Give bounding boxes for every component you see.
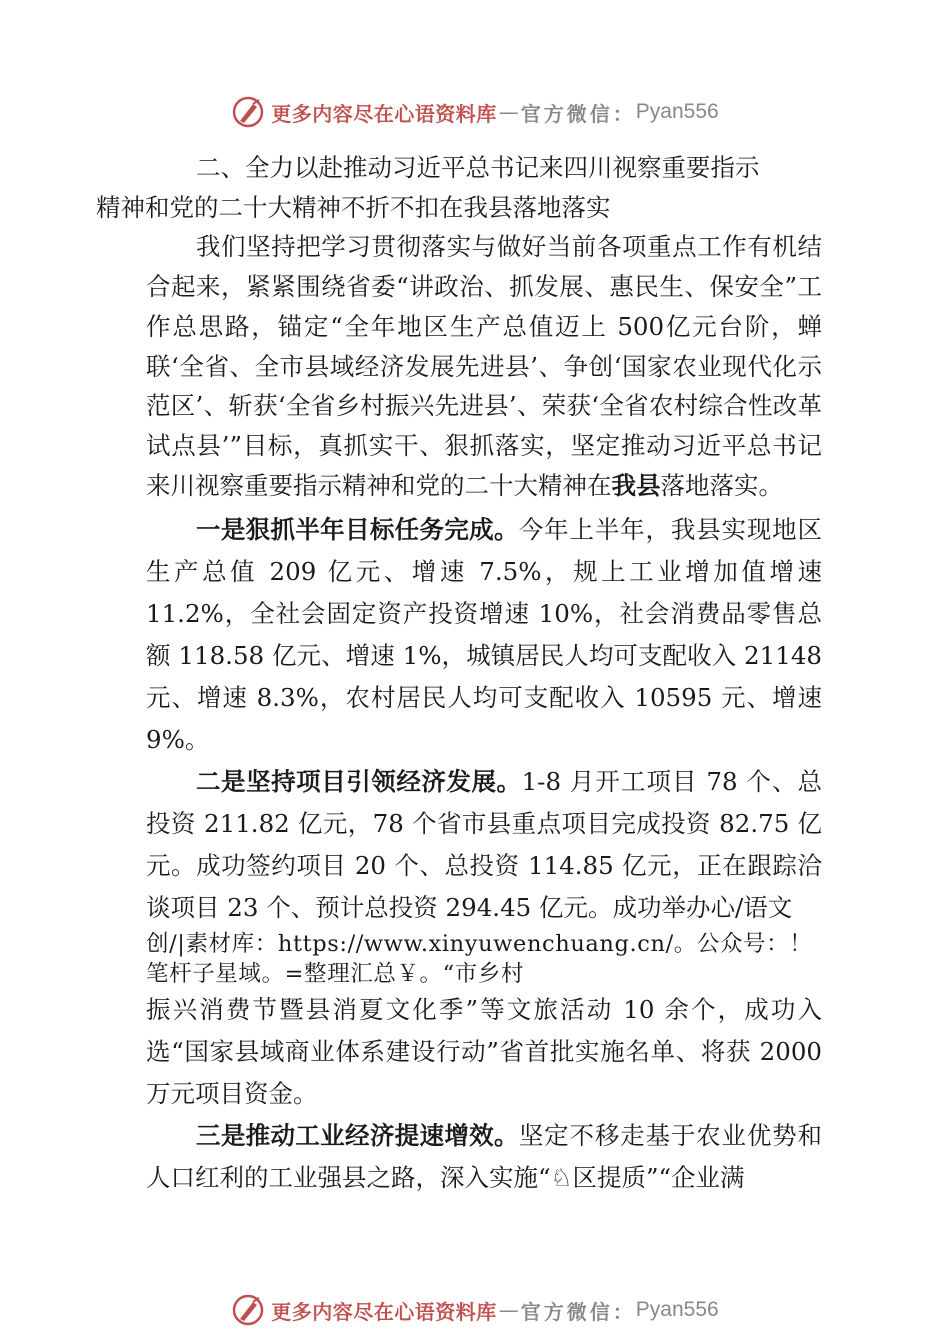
quill-logo-icon (231, 95, 265, 129)
footer-banner (0, 1290, 950, 1330)
intro-end-text: 落地落实。 (660, 470, 783, 500)
paragraph-text: 今年上半年，我县实现地区生产总值 209 亿元、增速 7.5%，规上工业增加值增速 11.2%，全社会固定资产投资增速 10%，社会消费品零售总额 118.58 亿元、增速 1%，城镇居民人均可支配收入 21148 元、增速 8.3%，农村居民人均可支配收入 10595 元、增速 9%。 (146, 515, 823, 755)
paragraph-half-year-goals (146, 509, 822, 761)
paragraph-lead: 三是推动工业经济提速增效。 (196, 1121, 519, 1151)
banner-wechat-label: 官方微信： (520, 101, 636, 126)
banner-separator: — (498, 100, 519, 124)
header-banner (0, 92, 950, 132)
section-heading-line2: 精神和党的二十大精神不折不扣在我县落地落实 (96, 192, 611, 222)
paragraph-lead: 二是坚持项目引领经济发展。 (196, 767, 522, 797)
section-heading-line1: 二、全力以赴推动习近平总书记来四川视察重要指示 (196, 153, 760, 182)
intro-paragraph (146, 227, 822, 505)
banner-text: 更多内容尽在心语资料库 (271, 1299, 497, 1324)
watermark-line-2: 笔杆子星域。=整理汇总￥。“市乡村 (146, 961, 525, 988)
paragraph-text: 1-8 月开工项目 78 个、总投资 211.82 亿元，78 个省市县重点项目完成投资 82.75 亿元。成功签约项目 20 个、总投资 114.85 亿元，正在跟踪洽谈项目 23 个、预计总投资 294.45 亿元。成功举办心/语文 (146, 767, 823, 923)
banner-wechat-id: Pyan556 (635, 100, 719, 123)
intro-bold-text: 我县 (611, 470, 661, 500)
intro-text: 我们坚持把学习贯彻落实与做好当前各项重点工作有机结合起来，紧紧围绕省委“讲政治、抓发展、惠民生、保安全”工作总思路，锚定“全年地区生产总值迈上 500亿元台阶，蝉联‘全省、全市县域经济发展先进县’、争创‘国家农业现代化示范区’、斩获‘全省乡村振兴先进县’、荣获‘全省农村综合性改革试点县’”目标，真抓实干、狠抓落实，坚定推动习近平总书记来川视察重要指示精神和党的二十大精神在 (146, 232, 822, 500)
paragraph-text: 坚定不移走基于农业优势和人口红利的工业强县之路，深入实施“♘区提质”“企业满 (146, 1121, 823, 1193)
quill-logo-icon (231, 1293, 265, 1327)
watermark-line: 创/|素材库：https://www.xinyuwenchuang.cn/。公众号：！ (146, 931, 813, 958)
paragraph-industrial-economy (146, 1115, 822, 1199)
section-heading (96, 148, 822, 227)
banner-wechat-label: 官方微信： (520, 1299, 636, 1324)
banner-text: 更多内容尽在心语资料库 (271, 101, 497, 126)
banner-wechat-id: Pyan556 (635, 1298, 719, 1321)
document-body (96, 148, 823, 1199)
banner-separator: — (498, 1298, 519, 1322)
paragraph-project-led (146, 761, 822, 929)
paragraph-project-led-cont: 振兴消费节暨县消夏文化季”等文旅活动 10 余个，成功入选“国家县域商业体系建设行动”省首批实施名单、将获 2000 万元项目资金。 (146, 995, 822, 1109)
paragraph-lead: 一是狠抓半年目标任务完成。 (196, 515, 519, 545)
